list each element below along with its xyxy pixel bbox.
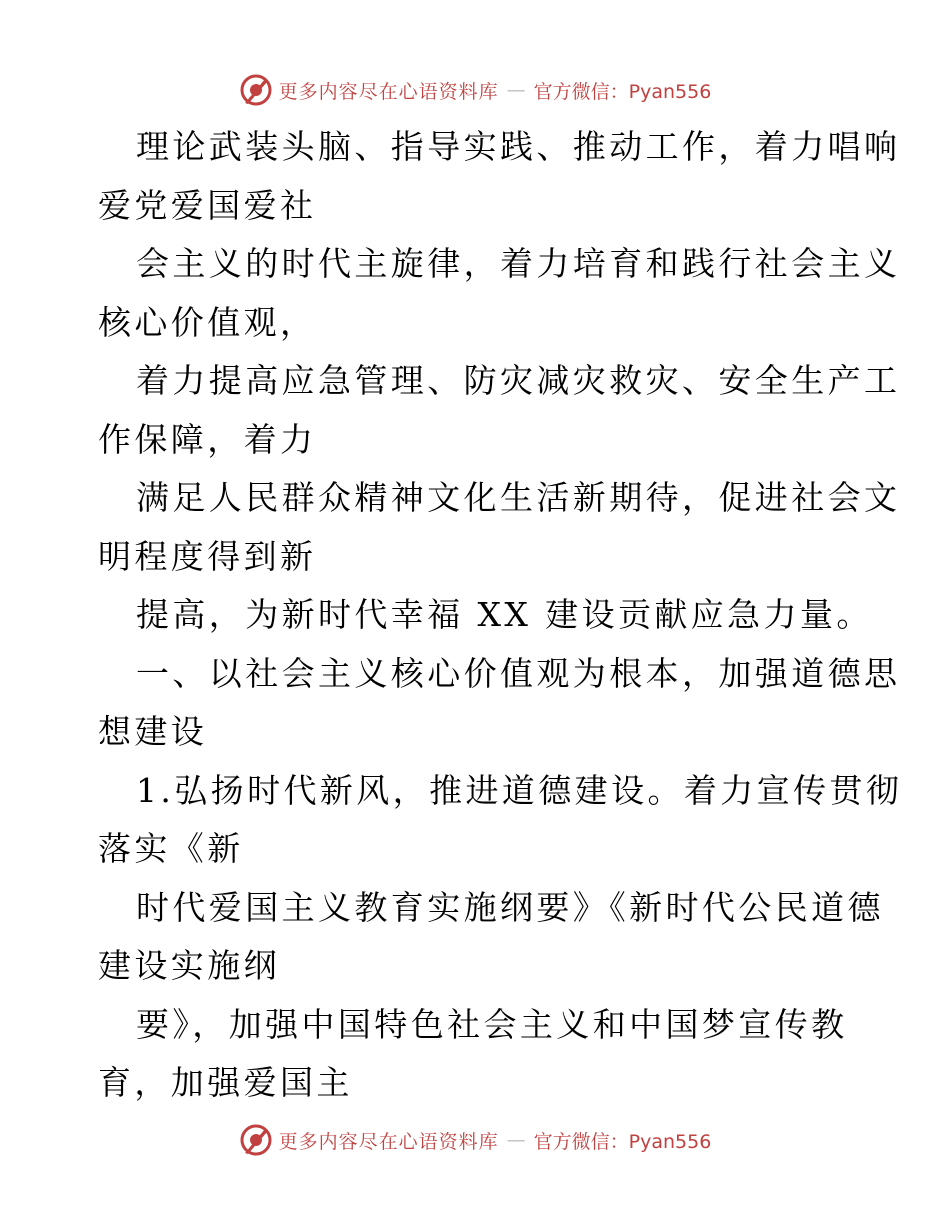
text-line: 作保障，着力 xyxy=(98,419,317,459)
text-line: 建设实施纲 xyxy=(98,946,280,985)
text-line: 着力提高应急管理、防灾减灾救灾、安全生产工 xyxy=(136,361,901,400)
text-line: 要》，加强中国特色社会主义和中国梦宣传教 xyxy=(136,1004,848,1044)
text-line: 理论武装头脑、指导实践、推动工作，着力唱响 xyxy=(136,127,901,166)
watermark-contact-text: 官方微信：Pyan556 xyxy=(533,80,712,103)
text-line: 提高，为新时代幸福 XX 建设贡献应急力量。 xyxy=(136,595,873,634)
text-line: 育，加强爱国主 xyxy=(98,1063,353,1102)
text-line: 会主义的时代主旋律，着力培育和践行社会主义 xyxy=(136,244,901,283)
text-line: 一、以社会主义核心价值观为根本，加强道德思 xyxy=(136,653,901,693)
quill-pen-logo-icon xyxy=(239,1123,273,1157)
text-line: 想建设 xyxy=(98,712,208,751)
header-watermark xyxy=(0,70,950,110)
watermark-separator: — xyxy=(506,79,526,101)
footer-watermark xyxy=(0,1120,950,1160)
document-body xyxy=(98,118,903,1113)
text-line: 满足人民群众精神文化生活新期待，促进社会文 xyxy=(136,478,901,517)
text-line: 落实《新 xyxy=(98,829,244,868)
text-line: 时代爱国主义教育实施纲要》《新时代公民道德 xyxy=(136,887,884,927)
text-line: 明程度得到新 xyxy=(98,536,317,576)
watermark-separator: — xyxy=(506,1129,526,1151)
text-line: 核心价值观， xyxy=(98,302,317,342)
text-line: 1.弘扬时代新风，推进道德建设。着力宣传贯彻 xyxy=(136,770,903,810)
quill-pen-logo-icon xyxy=(239,73,273,107)
text-line: 爱党爱国爱社 xyxy=(98,185,317,225)
watermark-brand-text: 更多内容尽在心语资料库 xyxy=(278,80,499,103)
watermark-contact-text: 官方微信：Pyan556 xyxy=(533,1130,712,1153)
watermark-brand-text: 更多内容尽在心语资料库 xyxy=(278,1130,499,1153)
